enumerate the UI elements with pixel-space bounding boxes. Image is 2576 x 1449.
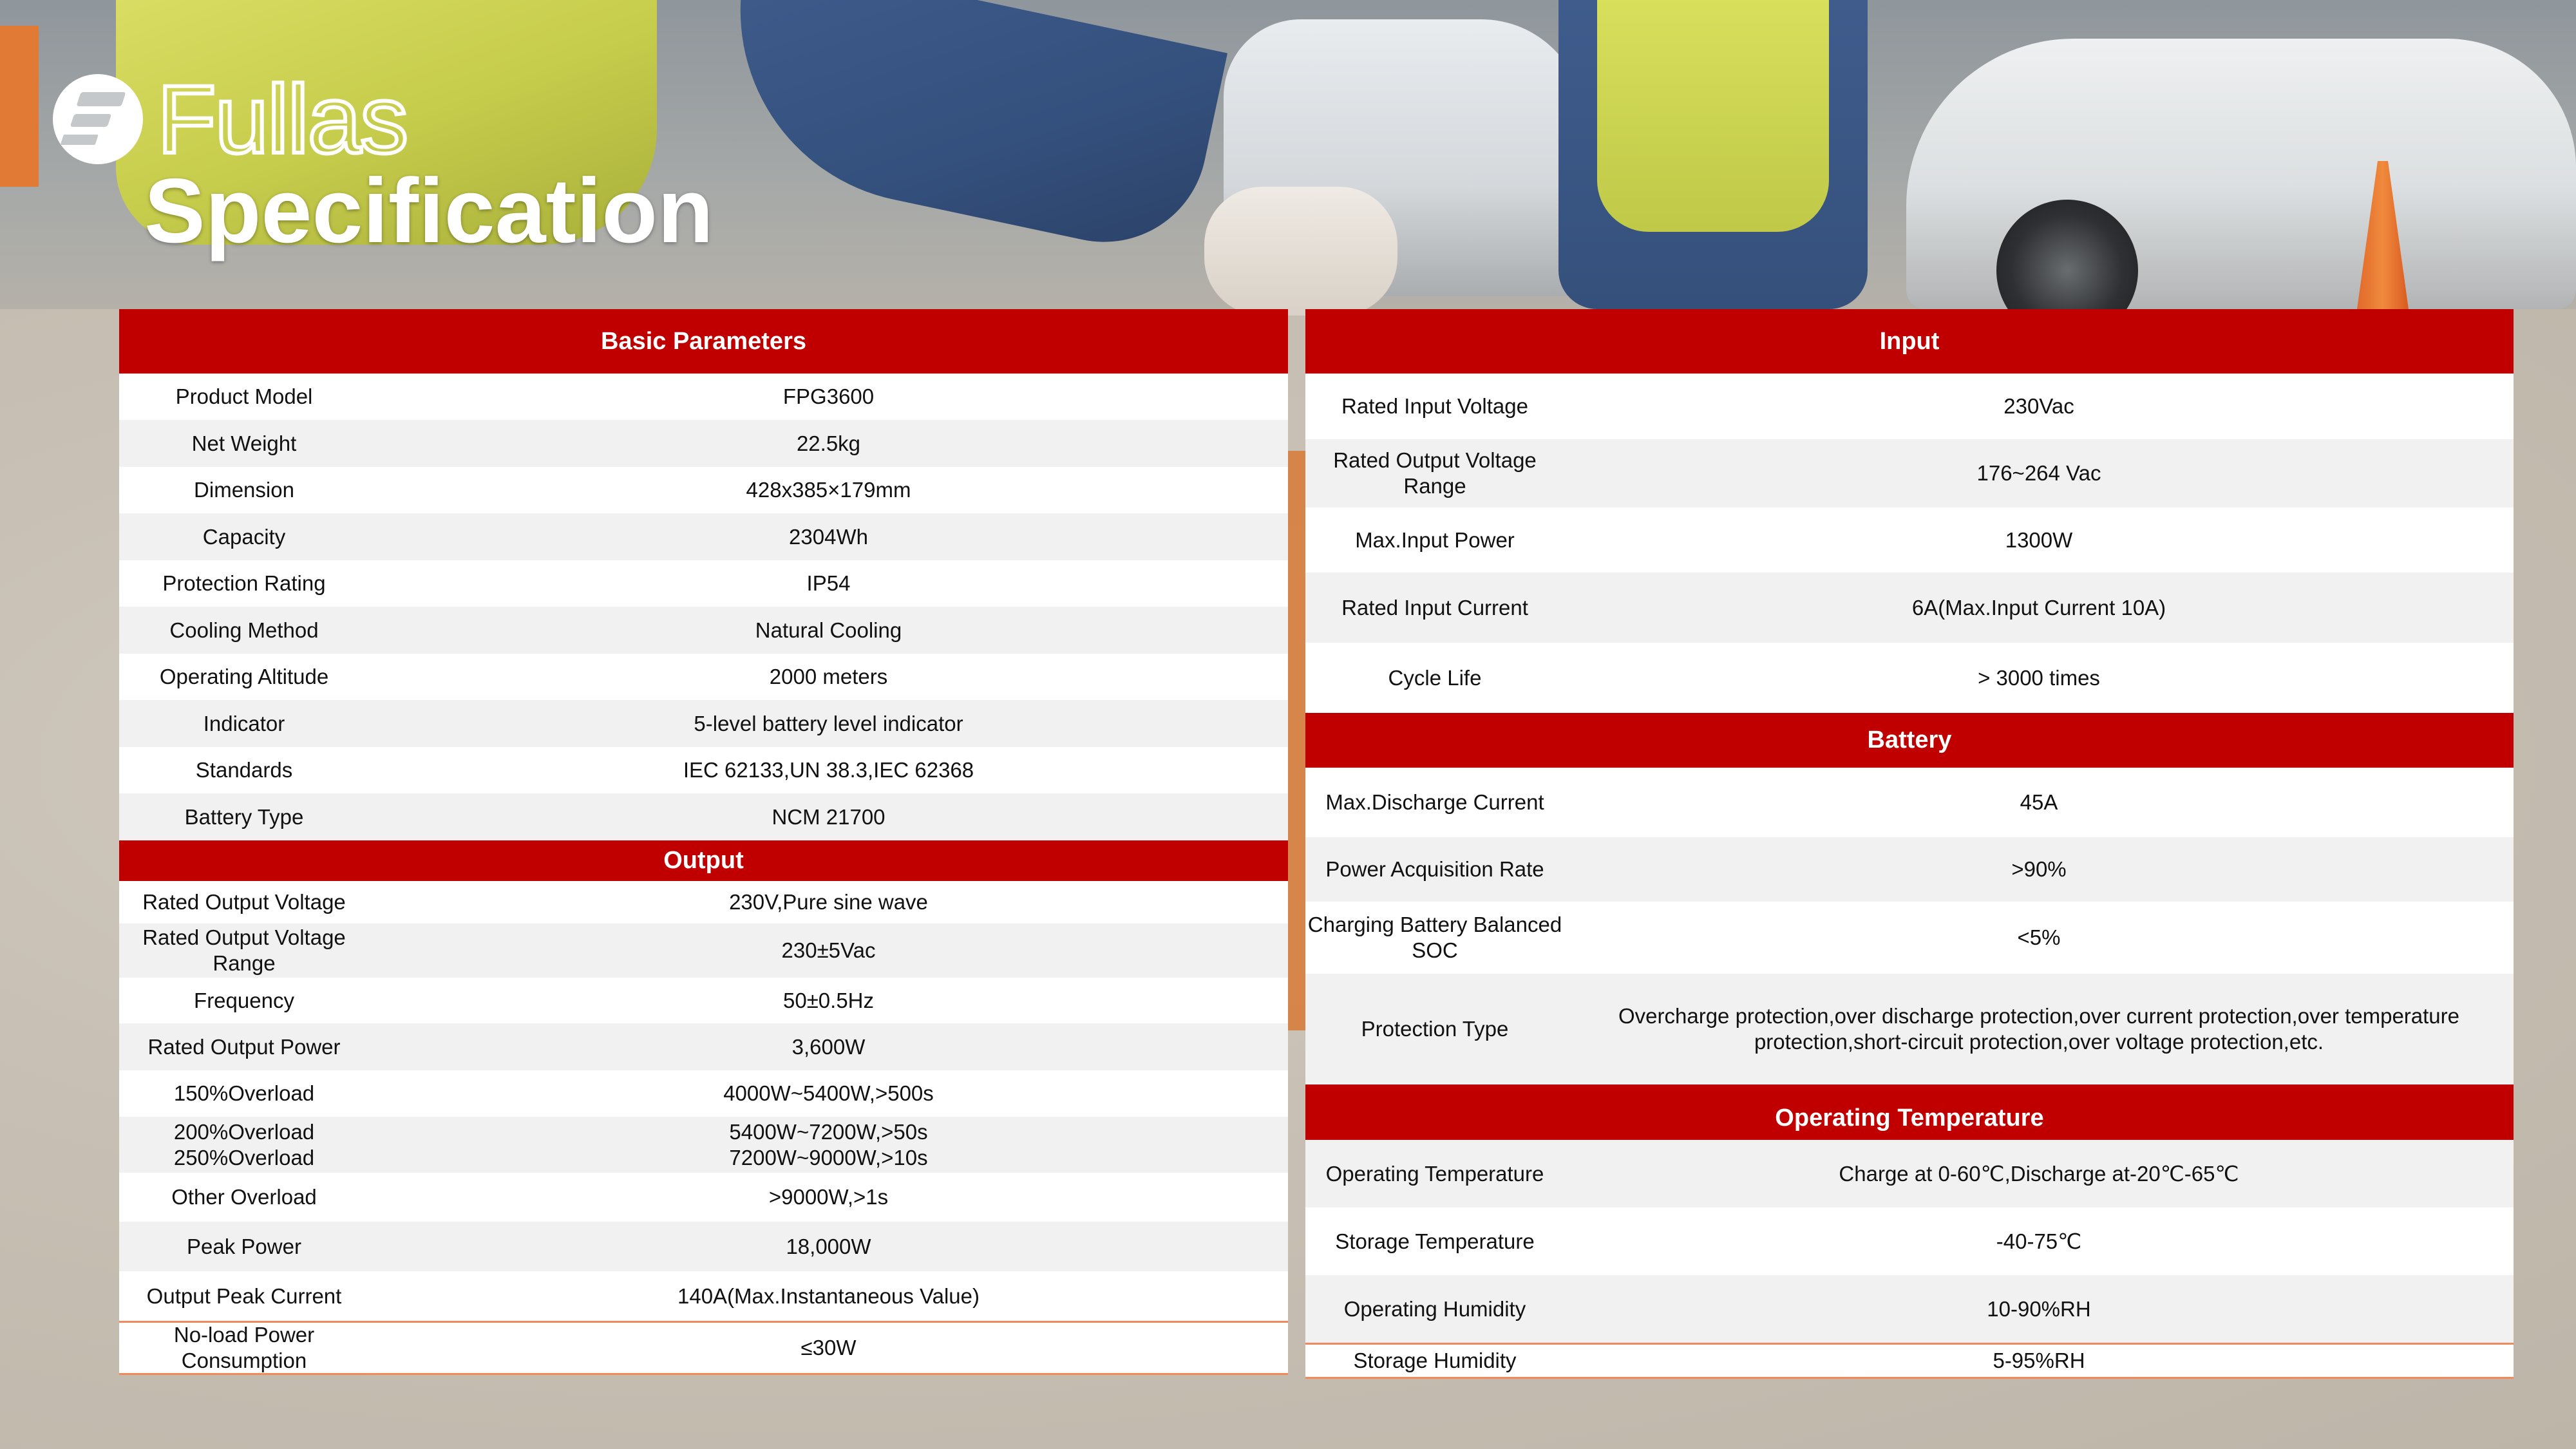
spec-value: 5-level battery level indicator	[694, 711, 963, 735]
brand-logo	[53, 65, 408, 173]
spec-key: Dimension	[194, 478, 294, 502]
spec-key: Max.Discharge Current	[1325, 790, 1544, 814]
spec-value: 4000W~5400W,>500s	[723, 1081, 934, 1105]
spec-key: Indicator	[203, 711, 285, 735]
table-row	[119, 1271, 1288, 1321]
spec-key: Rated Input Voltage	[1341, 394, 1528, 418]
spec-key: Other Overload	[171, 1185, 317, 1209]
spec-value: 50±0.5Hz	[782, 988, 875, 1012]
spec-value: 10-90%RH	[1987, 1296, 2091, 1321]
spec-value: IEC 62133,UN 38.3,IEC 62368	[683, 758, 974, 782]
spec-value: Natural Cooling	[755, 618, 902, 642]
page-title: Specification	[144, 160, 714, 262]
spec-key: Operating Humidity	[1343, 1296, 1526, 1321]
spec-key: Charging Battery Balanced SOC	[1307, 913, 1562, 962]
table-row	[119, 1023, 1288, 1070]
spec-value: -40-75℃	[1996, 1229, 2082, 1253]
spec-value: NCM 21700	[772, 804, 886, 829]
spec-key: Rated Output Voltage Range	[1333, 448, 1537, 498]
spec-value: Charge at 0-60℃,Discharge at-20℃-65℃	[1839, 1161, 2239, 1186]
table-row	[1305, 507, 2514, 573]
spec-key: Storage Temperature	[1335, 1229, 1535, 1253]
table-row	[119, 978, 1288, 1023]
spec-key: Product Model	[175, 384, 313, 408]
spec-key: Protection Rating	[162, 571, 326, 595]
section-header-input: Input	[1305, 309, 2514, 374]
spec-key: Cooling Method	[169, 618, 319, 642]
table-row	[1305, 374, 2514, 439]
spec-key: Rated Input Current	[1341, 595, 1528, 620]
spec-value: >90%	[2011, 857, 2067, 881]
spec-value: 176~264 Vac	[1976, 461, 2101, 485]
spec-key: Net Weight	[191, 431, 297, 455]
spec-key: Frequency	[194, 988, 294, 1012]
spec-key: Standards	[195, 758, 293, 782]
spec-key: Rated Output Power	[147, 1034, 341, 1059]
table-row	[119, 654, 1288, 700]
orange-barrier	[0, 26, 39, 187]
table-row	[1305, 974, 2514, 1084]
spec-value: FPG3600	[782, 384, 875, 408]
spec-value: 1300W	[2005, 527, 2073, 552]
spec-value: 140A(Max.Instantaneous Value)	[677, 1283, 980, 1308]
table-row	[1305, 902, 2514, 974]
section-header-basic: Basic Parameters	[119, 309, 1288, 374]
spec-value: 428x385×179mm	[746, 478, 911, 502]
spec-value: IP54	[806, 571, 851, 595]
spec-key: Max.Input Power	[1355, 527, 1515, 552]
spec-value: 22.5kg	[796, 431, 861, 455]
section-header-output: Output	[119, 840, 1288, 881]
table-row	[1305, 1208, 2514, 1275]
table-row	[119, 560, 1288, 607]
spec-value: 6A(Max.Input Current 10A)	[1911, 595, 2166, 620]
spec-value: 5-95%RH	[1993, 1349, 2085, 1372]
table-row	[119, 793, 1288, 840]
table-row	[119, 1321, 1288, 1375]
spec-value: 2304Wh	[789, 524, 868, 549]
left-spec-panel	[119, 309, 1288, 1375]
table-row	[119, 467, 1288, 513]
spec-key: Peak Power	[187, 1234, 301, 1258]
table-row	[119, 747, 1288, 793]
spec-key: Storage Humidity	[1353, 1349, 1517, 1372]
table-row	[1305, 837, 2514, 902]
spec-value: Overcharge protection,over discharge protection,over current protection,over temperature protection,short-circuit protection,over voltage protection,etc.	[1618, 1004, 2459, 1054]
table-row	[1305, 768, 2514, 837]
worker-vest-right	[1597, 0, 1829, 232]
table-row	[1305, 573, 2514, 643]
table-row	[119, 700, 1288, 747]
table-row	[119, 881, 1288, 923]
worker-glove	[1204, 187, 1397, 316]
spec-value: 2000 meters	[769, 665, 888, 688]
table-row	[1305, 439, 2514, 507]
spec-value: 230Vac	[2003, 394, 2074, 418]
spec-key: Power Acquisition Rate	[1325, 857, 1544, 881]
spec-value: 5400W~7200W,>50s	[729, 1119, 928, 1144]
spec-key: Rated Output Voltage Range	[142, 925, 346, 975]
table-row	[1305, 1140, 2514, 1208]
table-row	[119, 923, 1288, 978]
spec-value: >9000W,>1s	[768, 1185, 889, 1209]
spec-key: 250%Overload	[173, 1145, 315, 1170]
section-header-temperature: Operating Temperature	[1305, 1084, 2514, 1140]
table-row	[119, 420, 1288, 467]
table-row	[119, 374, 1288, 420]
spec-value: 18,000W	[786, 1234, 871, 1258]
table-row	[119, 1070, 1288, 1117]
spec-value: 7200W~9000W,>10s	[729, 1145, 928, 1170]
table-row	[119, 1222, 1288, 1271]
table-row	[1305, 643, 2514, 713]
spec-key: Operating Altitude	[159, 665, 329, 688]
spec-key: Operating Temperature	[1325, 1161, 1544, 1186]
logo-text: Fullas	[157, 65, 408, 173]
spec-key: Capacity	[202, 524, 286, 549]
logo-mark-icon	[53, 74, 143, 164]
table-row	[119, 607, 1288, 654]
spec-key: 150%Overload	[173, 1081, 315, 1105]
spec-key: Cycle Life	[1388, 665, 1482, 690]
table-row	[119, 1173, 1288, 1222]
section-header-battery: Battery	[1305, 713, 2514, 768]
table-row	[1305, 1275, 2514, 1343]
table-row-dual	[119, 1117, 1288, 1173]
spec-value: 230V,Pure sine wave	[729, 890, 928, 914]
spec-key: Protection Type	[1361, 1017, 1509, 1041]
spec-key: 200%Overload	[173, 1119, 315, 1144]
spec-value: 45A	[2020, 790, 2058, 814]
right-spec-panel	[1305, 309, 2514, 1379]
spec-value: > 3000 times	[1978, 665, 2100, 690]
spec-key: Battery Type	[184, 804, 304, 829]
table-row	[1305, 1343, 2514, 1379]
spec-value: ≤30W	[800, 1336, 857, 1359]
spec-value: <5%	[2017, 925, 2061, 949]
spec-value: 3,600W	[791, 1034, 866, 1059]
table-row	[119, 513, 1288, 560]
spec-value: 230±5Vac	[781, 938, 876, 962]
spec-key: Output Peak Current	[146, 1283, 342, 1308]
spec-key: No-load Power Consumption	[173, 1323, 315, 1372]
spec-key: Rated Output Voltage	[142, 890, 346, 914]
